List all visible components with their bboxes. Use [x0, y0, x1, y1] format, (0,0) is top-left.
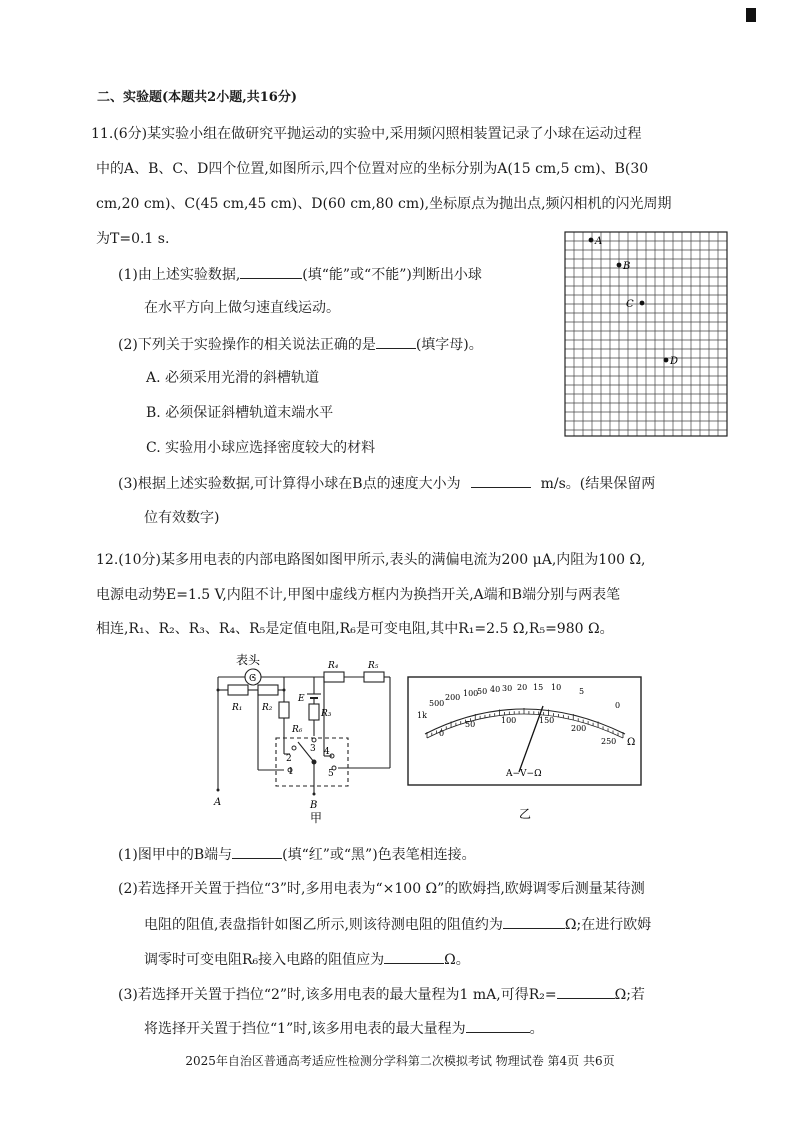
- resistor-r4: [324, 672, 344, 682]
- label-d: D: [670, 356, 679, 367]
- ohm-label-2: 500: [429, 699, 445, 708]
- section-title: 二、实验题(本题共2小题,共16分): [97, 90, 297, 105]
- terminal-b: B: [310, 800, 318, 811]
- point-a: [589, 238, 594, 243]
- q12-part1-a: (1)图甲中的B端与: [118, 847, 233, 863]
- ohm-label-8: 20: [517, 683, 528, 692]
- q11-line-4: 为T=0.1 s.: [96, 231, 170, 247]
- trajectory-grid: [562, 228, 730, 440]
- label-r4: R₄: [328, 661, 339, 671]
- q11-part2-a: (2)下列关于实验操作的相关说法正确的是: [118, 337, 376, 353]
- label-r6: R₆: [292, 725, 303, 735]
- resistor-r1: [228, 685, 248, 695]
- answer-blank-6[interactable]: [384, 949, 444, 964]
- resistor-r5: [364, 672, 384, 682]
- q11-line-1: 11.(6分)某实验小组在做研究平抛运动的实验中,采用频闪照相装置记录了小球在运动过程: [91, 126, 642, 142]
- answer-blank-4[interactable]: [232, 844, 282, 859]
- mid-label-1: 0: [439, 729, 445, 738]
- q12-part3-d: 。: [529, 1021, 544, 1037]
- mid-label-2: 50: [465, 720, 476, 729]
- switch-pos-5: 5: [328, 769, 334, 779]
- switch-pos-1: 1: [288, 767, 294, 777]
- label-r5: R₅: [368, 661, 379, 671]
- circuit-diagram: [206, 650, 406, 825]
- meter-head-label: 表头: [236, 653, 261, 667]
- q12-line-3: 相连,R₁、R₂、R₃、R₄、R₅是定值电阻,R₆是可变电阻,其中R₁=2.5 Ω,R₅=980 Ω。: [96, 621, 614, 637]
- ohm-label-7: 30: [502, 684, 513, 693]
- switch-pos-2: 2: [286, 754, 292, 764]
- q11-part1-a: (1)由上述实验数据,: [118, 267, 241, 283]
- q11-part1: [118, 264, 482, 285]
- answer-blank-3[interactable]: [471, 473, 531, 488]
- galvanometer-label: G: [249, 674, 257, 684]
- label-c: C: [626, 299, 634, 310]
- ohm-label-1: 1k: [417, 711, 427, 720]
- answer-blank-2[interactable]: [376, 334, 416, 349]
- label-b: B: [623, 261, 631, 272]
- ohm-label-4: 100: [463, 689, 479, 698]
- switch-pos-4: 4: [324, 747, 330, 757]
- q12-part2-d: 调零时可变电阻R₆接入电路的阻值应为: [144, 952, 385, 968]
- ohm-label-10: 10: [551, 683, 562, 692]
- mid-label-5: 200: [571, 724, 587, 733]
- q12-part3-line1: [118, 984, 645, 1005]
- ohm-label-11: 5: [579, 687, 585, 696]
- answer-blank-7[interactable]: [557, 984, 615, 999]
- q12-part2-c: Ω;在进行欧姆: [564, 917, 652, 933]
- meter-dial: [405, 672, 645, 824]
- q12-part2-line1: (2)若选择开关置于挡位“3”时,多用电表为“×100 Ω”的欧姆挡,欧姆调零后测量某待测: [118, 881, 645, 897]
- point-c: [640, 301, 645, 306]
- q12-part3-b: Ω;若: [614, 987, 645, 1003]
- q12-part3-c: 将选择开关置于挡位“1”时,该多用电表的最大量程为: [144, 1021, 466, 1037]
- label-a: A: [595, 236, 603, 247]
- q12-part2-line3: [144, 949, 470, 970]
- point-b: [617, 263, 622, 268]
- ohm-label-9: 15: [533, 683, 544, 692]
- option-a: A. 必须采用光滑的斜槽轨道: [146, 370, 320, 386]
- mid-label-6: 250: [601, 737, 617, 746]
- q11-part1-b: (填“能”或“不能”)判断出小球: [302, 267, 482, 283]
- ohm-label-6: 40: [490, 685, 501, 694]
- dial-symbol: A−V−Ω: [506, 769, 542, 779]
- resistor-r6: [279, 702, 289, 718]
- switch-pos-3: 3: [310, 744, 316, 754]
- q11-part1-c: 在水平方向上做匀速直线运动。: [144, 300, 340, 316]
- q11-part2-b: (填字母)。: [415, 337, 483, 353]
- q12-part2-line2: [144, 914, 651, 935]
- q12-part2-e: Ω。: [444, 952, 470, 968]
- answer-blank-5[interactable]: [503, 914, 565, 929]
- answer-blank-1[interactable]: [240, 264, 302, 279]
- figure-jia-caption: 甲: [310, 811, 323, 825]
- q11-part3-c: 位有效数字): [144, 510, 220, 526]
- q11-part2: [118, 334, 483, 355]
- ohm-label-12: 0: [615, 701, 621, 710]
- figure-yi-caption: 乙: [519, 807, 532, 821]
- q12-part1: [118, 844, 476, 865]
- option-c: C. 实验用小球应选择密度较大的材料: [146, 440, 376, 456]
- label-r3: R₃: [321, 709, 332, 719]
- mid-label-4: 150: [539, 716, 555, 725]
- current-arc: [427, 714, 623, 738]
- label-r1: R₁: [232, 703, 243, 713]
- q12-part1-b: (填“红”或“黑”)色表笔相连接。: [282, 847, 476, 863]
- dial-ticks: [427, 708, 623, 738]
- grid-lines: [565, 232, 727, 436]
- q11-line-2: 中的A、B、C、D四个位置,如图所示,四个位置对应的坐标分别为A(15 cm,5 cm)、B(30: [96, 161, 649, 177]
- q11-part3-b: m/s。(结果保留两: [540, 476, 656, 492]
- label-e: E: [298, 694, 305, 704]
- option-b: B. 必须保证斜槽轨道末端水平: [146, 405, 334, 421]
- resistor-r2: [258, 685, 278, 695]
- resistor-r3: [309, 704, 319, 720]
- ohm-label-3: 200: [445, 693, 461, 702]
- q11-part3: [118, 473, 655, 494]
- q11-part3-a: (3)根据上述实验数据,可计算得小球在B点的速度大小为: [118, 476, 461, 492]
- q12-line-1: 12.(10分)某多用电表的内部电路图如图甲所示,表头的满偏电流为200 μA,内阻为100 Ω,: [96, 552, 646, 568]
- ohm-symbol: Ω: [627, 737, 636, 748]
- corner-mark: [746, 8, 756, 22]
- q12-part3-line2: [144, 1018, 544, 1039]
- page-footer: 2025年自治区普通高考适应性检测分学科第二次模拟考试 物理试卷 第4页 共6页: [185, 1054, 615, 1068]
- q12-part2-b: 电阻的阻值,表盘指针如图乙所示,则该待测电阻的阻值约为: [144, 917, 503, 933]
- point-d: [664, 358, 669, 363]
- q12-part3-a: (3)若选择开关置于挡位“2”时,该多用电表的最大量程为1 mA,可得R₂=: [118, 987, 557, 1003]
- ohm-label-5: 50: [477, 687, 488, 696]
- mid-label-3: 100: [501, 716, 517, 725]
- q12-line-2: 电源电动势E=1.5 V,内阻不计,甲图中虚线方框内为换挡开关,A端和B端分别与两表笔: [96, 587, 621, 603]
- label-r2: R₂: [262, 703, 273, 713]
- terminal-a: A: [214, 797, 222, 808]
- ohm-arc: [425, 709, 625, 734]
- q11-line-3: cm,20 cm)、C(45 cm,45 cm)、D(60 cm,80 cm),坐标原点为抛出点,频闪相机的闪光周期: [96, 196, 672, 212]
- answer-blank-8[interactable]: [466, 1018, 530, 1033]
